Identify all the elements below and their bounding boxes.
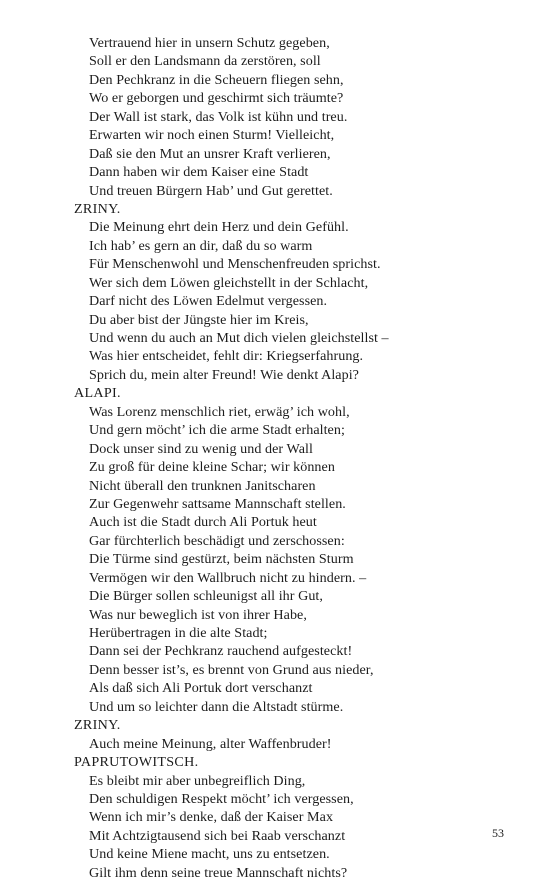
verse-line: Dann haben wir dem Kaiser eine Stadt [89, 164, 309, 181]
verse-line: Sprich du, mein alter Freund! Wie denkt Alapi? [89, 366, 359, 383]
verse-line: Was hier entscheidet, fehlt dir: Kriegserfahrung. [89, 348, 364, 365]
verse-line: Und um so leichter dann die Altstadt stürme. [89, 698, 344, 715]
verse-line: Wenn ich mir’s denke, daß der Kaiser Max [89, 809, 334, 826]
speaker-name: ALAPI. [74, 385, 121, 402]
verse-line: Zu groß für deine kleine Schar; wir können [89, 459, 335, 476]
verse-line: Als daß sich Ali Portuk dort verschanzt [89, 680, 313, 697]
verse-line: Was Lorenz menschlich riet, erwäg’ ich wohl, [89, 403, 350, 420]
verse-line: Es bleibt mir aber unbegreiflich Ding, [89, 772, 306, 789]
verse-line: Die Türme sind gestürzt, beim nächsten Sturm [89, 551, 354, 568]
verse-line: Auch meine Meinung, alter Waffenbruder! [89, 735, 332, 752]
speaker-name: ZRINY. [74, 717, 121, 734]
verse-line: Gilt ihm denn seine treue Mannschaft nichts? [89, 864, 348, 881]
verse-line: Und wenn du auch an Mut dich vielen gleichstellst – [89, 330, 389, 346]
verse-line: Denn besser ist’s, es brennt von Grund aus nieder, [89, 661, 374, 678]
verse-line: Erwarten wir noch einen Sturm! Vielleicht, [89, 127, 335, 144]
drama-text-body [74, 34, 524, 882]
verse-line: Und gern möcht’ ich die arme Stadt erhalten; [89, 422, 345, 439]
verse-line: Nicht überall den trunknen Janitscharen [89, 477, 316, 494]
verse-line: Soll er den Landsmann da zerstören, soll [89, 53, 321, 70]
verse-line: Für Menschenwohl und Menschenfreuden sprichst. [89, 256, 381, 273]
verse-line: Darf nicht des Löwen Edelmut vergessen. [89, 293, 328, 310]
verse-line: Herübertragen in die alte Stadt; [89, 625, 268, 641]
verse-line: Mit Achtzigtausend sich bei Raab verschanzt [89, 827, 346, 844]
verse-line: Der Wall ist stark, das Volk ist kühn und treu. [89, 108, 348, 125]
verse-line: Vertrauend hier in unsern Schutz gegeben, [89, 35, 330, 51]
verse-line: Die Bürger sollen schleunigst all ihr Gut, [89, 588, 323, 605]
verse-line: Was nur beweglich ist von ihrer Habe, [89, 606, 307, 623]
verse-line: Den Pechkranz in die Scheuern fliegen sehn, [89, 71, 344, 88]
verse-line: Daß sie den Mut an unsrer Kraft verlieren, [89, 145, 331, 162]
verse-line: Vermögen wir den Wallbruch nicht zu hindern. – [89, 569, 367, 586]
verse-line: Die Meinung ehrt dein Herz und dein Gefühl. [89, 219, 349, 236]
speaker-name: PAPRUTOWITSCH. [74, 754, 199, 771]
verse-line: Wo er geborgen und geschirmt sich träumte? [89, 90, 344, 107]
verse-line: Zur Gegenwehr sattsame Mannschaft stellen. [89, 495, 346, 512]
verse-line: Wer sich dem Löwen gleichstellt in der Schlacht, [89, 274, 369, 291]
verse-line: Und keine Miene macht, uns zu entsetzen. [89, 846, 330, 863]
page-number: 53 [492, 826, 504, 840]
verse-line: Auch ist die Stadt durch Ali Portuk heut [89, 514, 317, 531]
verse-line: Dock unser sind zu wenig und der Wall [89, 440, 313, 457]
verse-line: Und treuen Bürgern Hab’ und Gut gerettet. [89, 182, 333, 199]
verse-line: Gar fürchterlich beschädigt und zerschossen: [89, 532, 345, 549]
verse-line: Du aber bist der Jüngste hier im Kreis, [89, 311, 309, 328]
verse-line: Dann sei der Pechkranz rauchend aufgesteckt! [89, 643, 353, 660]
verse-line: Ich hab’ es gern an dir, daß du so warm [89, 237, 313, 254]
verse-line: Den schuldigen Respekt möcht’ ich vergessen, [89, 790, 354, 807]
speaker-name: ZRINY. [74, 200, 121, 217]
